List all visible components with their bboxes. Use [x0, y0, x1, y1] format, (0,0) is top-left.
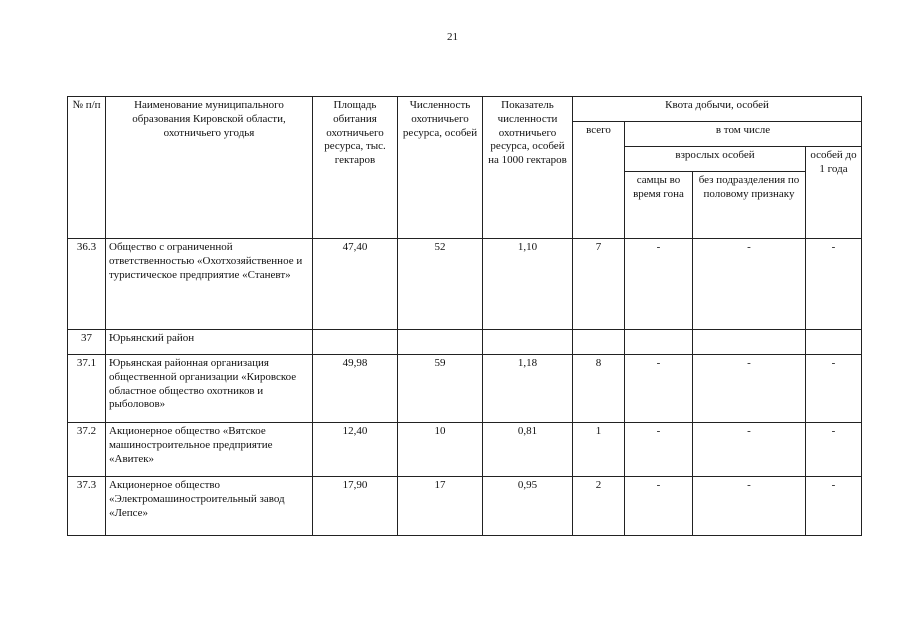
cell-count: 17 — [398, 477, 483, 536]
cell-total: 2 — [573, 477, 625, 536]
cell-nosex: - — [693, 477, 806, 536]
cell-count: 59 — [398, 355, 483, 423]
cell-num: 37 — [68, 330, 106, 355]
cell-young: - — [806, 239, 862, 330]
cell-num: 37.3 — [68, 477, 106, 536]
cell-males: - — [625, 477, 693, 536]
cell-density — [483, 330, 573, 355]
cell-area: 17,90 — [313, 477, 398, 536]
cell-nosex: - — [693, 355, 806, 423]
cell-males: - — [625, 239, 693, 330]
cell-total: 1 — [573, 423, 625, 477]
cell-density: 1,18 — [483, 355, 573, 423]
cell-nosex — [693, 330, 806, 355]
header-num: № п/п — [68, 97, 106, 239]
cell-area — [313, 330, 398, 355]
cell-num: 37.1 — [68, 355, 106, 423]
cell-males: - — [625, 423, 693, 477]
cell-name: Общество с ограниченной ответственностью «Охотхозяйственное и туристическое предприятие «Станевт» — [106, 239, 313, 330]
cell-name: Акционерное общество «Электромашиностроительный завод «Лепсе» — [106, 477, 313, 536]
header-total: всего — [573, 122, 625, 239]
cell-young: - — [806, 355, 862, 423]
header-quota: Квота добычи, особей — [573, 97, 862, 122]
cell-name: Юрьянский район — [106, 330, 313, 355]
cell-density: 0,95 — [483, 477, 573, 536]
quota-table — [67, 96, 862, 536]
table-row — [68, 423, 862, 477]
cell-name: Юрьянская районная организация общественной организации «Кировское областное общество охотников и рыболовов» — [106, 355, 313, 423]
table-row — [68, 239, 862, 330]
table-row — [68, 477, 862, 536]
cell-count: 10 — [398, 423, 483, 477]
header-nosex: без подразделения по половому признаку — [693, 172, 806, 239]
cell-density: 1,10 — [483, 239, 573, 330]
cell-total: 8 — [573, 355, 625, 423]
cell-area: 47,40 — [313, 239, 398, 330]
header-males: самцы во время гона — [625, 172, 693, 239]
table-row — [68, 355, 862, 423]
cell-total — [573, 330, 625, 355]
header-count: Численность охотничьего ресурса, особей — [398, 97, 483, 239]
header-name: Наименование муниципального образования Кировской области, охотничьего угодья — [106, 97, 313, 239]
header-density: Показатель численности охотничьего ресурса, особей на 1000 гектаров — [483, 97, 573, 239]
cell-young: - — [806, 423, 862, 477]
cell-young — [806, 330, 862, 355]
cell-count — [398, 330, 483, 355]
cell-males: - — [625, 355, 693, 423]
table-row — [68, 330, 862, 355]
page-number: 21 — [447, 31, 458, 43]
cell-count: 52 — [398, 239, 483, 330]
cell-area: 49,98 — [313, 355, 398, 423]
cell-males — [625, 330, 693, 355]
cell-density: 0,81 — [483, 423, 573, 477]
cell-area: 12,40 — [313, 423, 398, 477]
cell-num: 36.3 — [68, 239, 106, 330]
cell-nosex: - — [693, 239, 806, 330]
header-adults: взрослых особей — [625, 147, 806, 172]
header-young: особей до 1 года — [806, 147, 862, 239]
cell-name: Акционерное общество «Вятское машиностроительное предприятие «Авитек» — [106, 423, 313, 477]
cell-nosex: - — [693, 423, 806, 477]
header-including: в том числе — [625, 122, 862, 147]
cell-young: - — [806, 477, 862, 536]
header-area: Площадь обитания охотничьего ресурса, тыс. гектаров — [313, 97, 398, 239]
cell-num: 37.2 — [68, 423, 106, 477]
cell-total: 7 — [573, 239, 625, 330]
